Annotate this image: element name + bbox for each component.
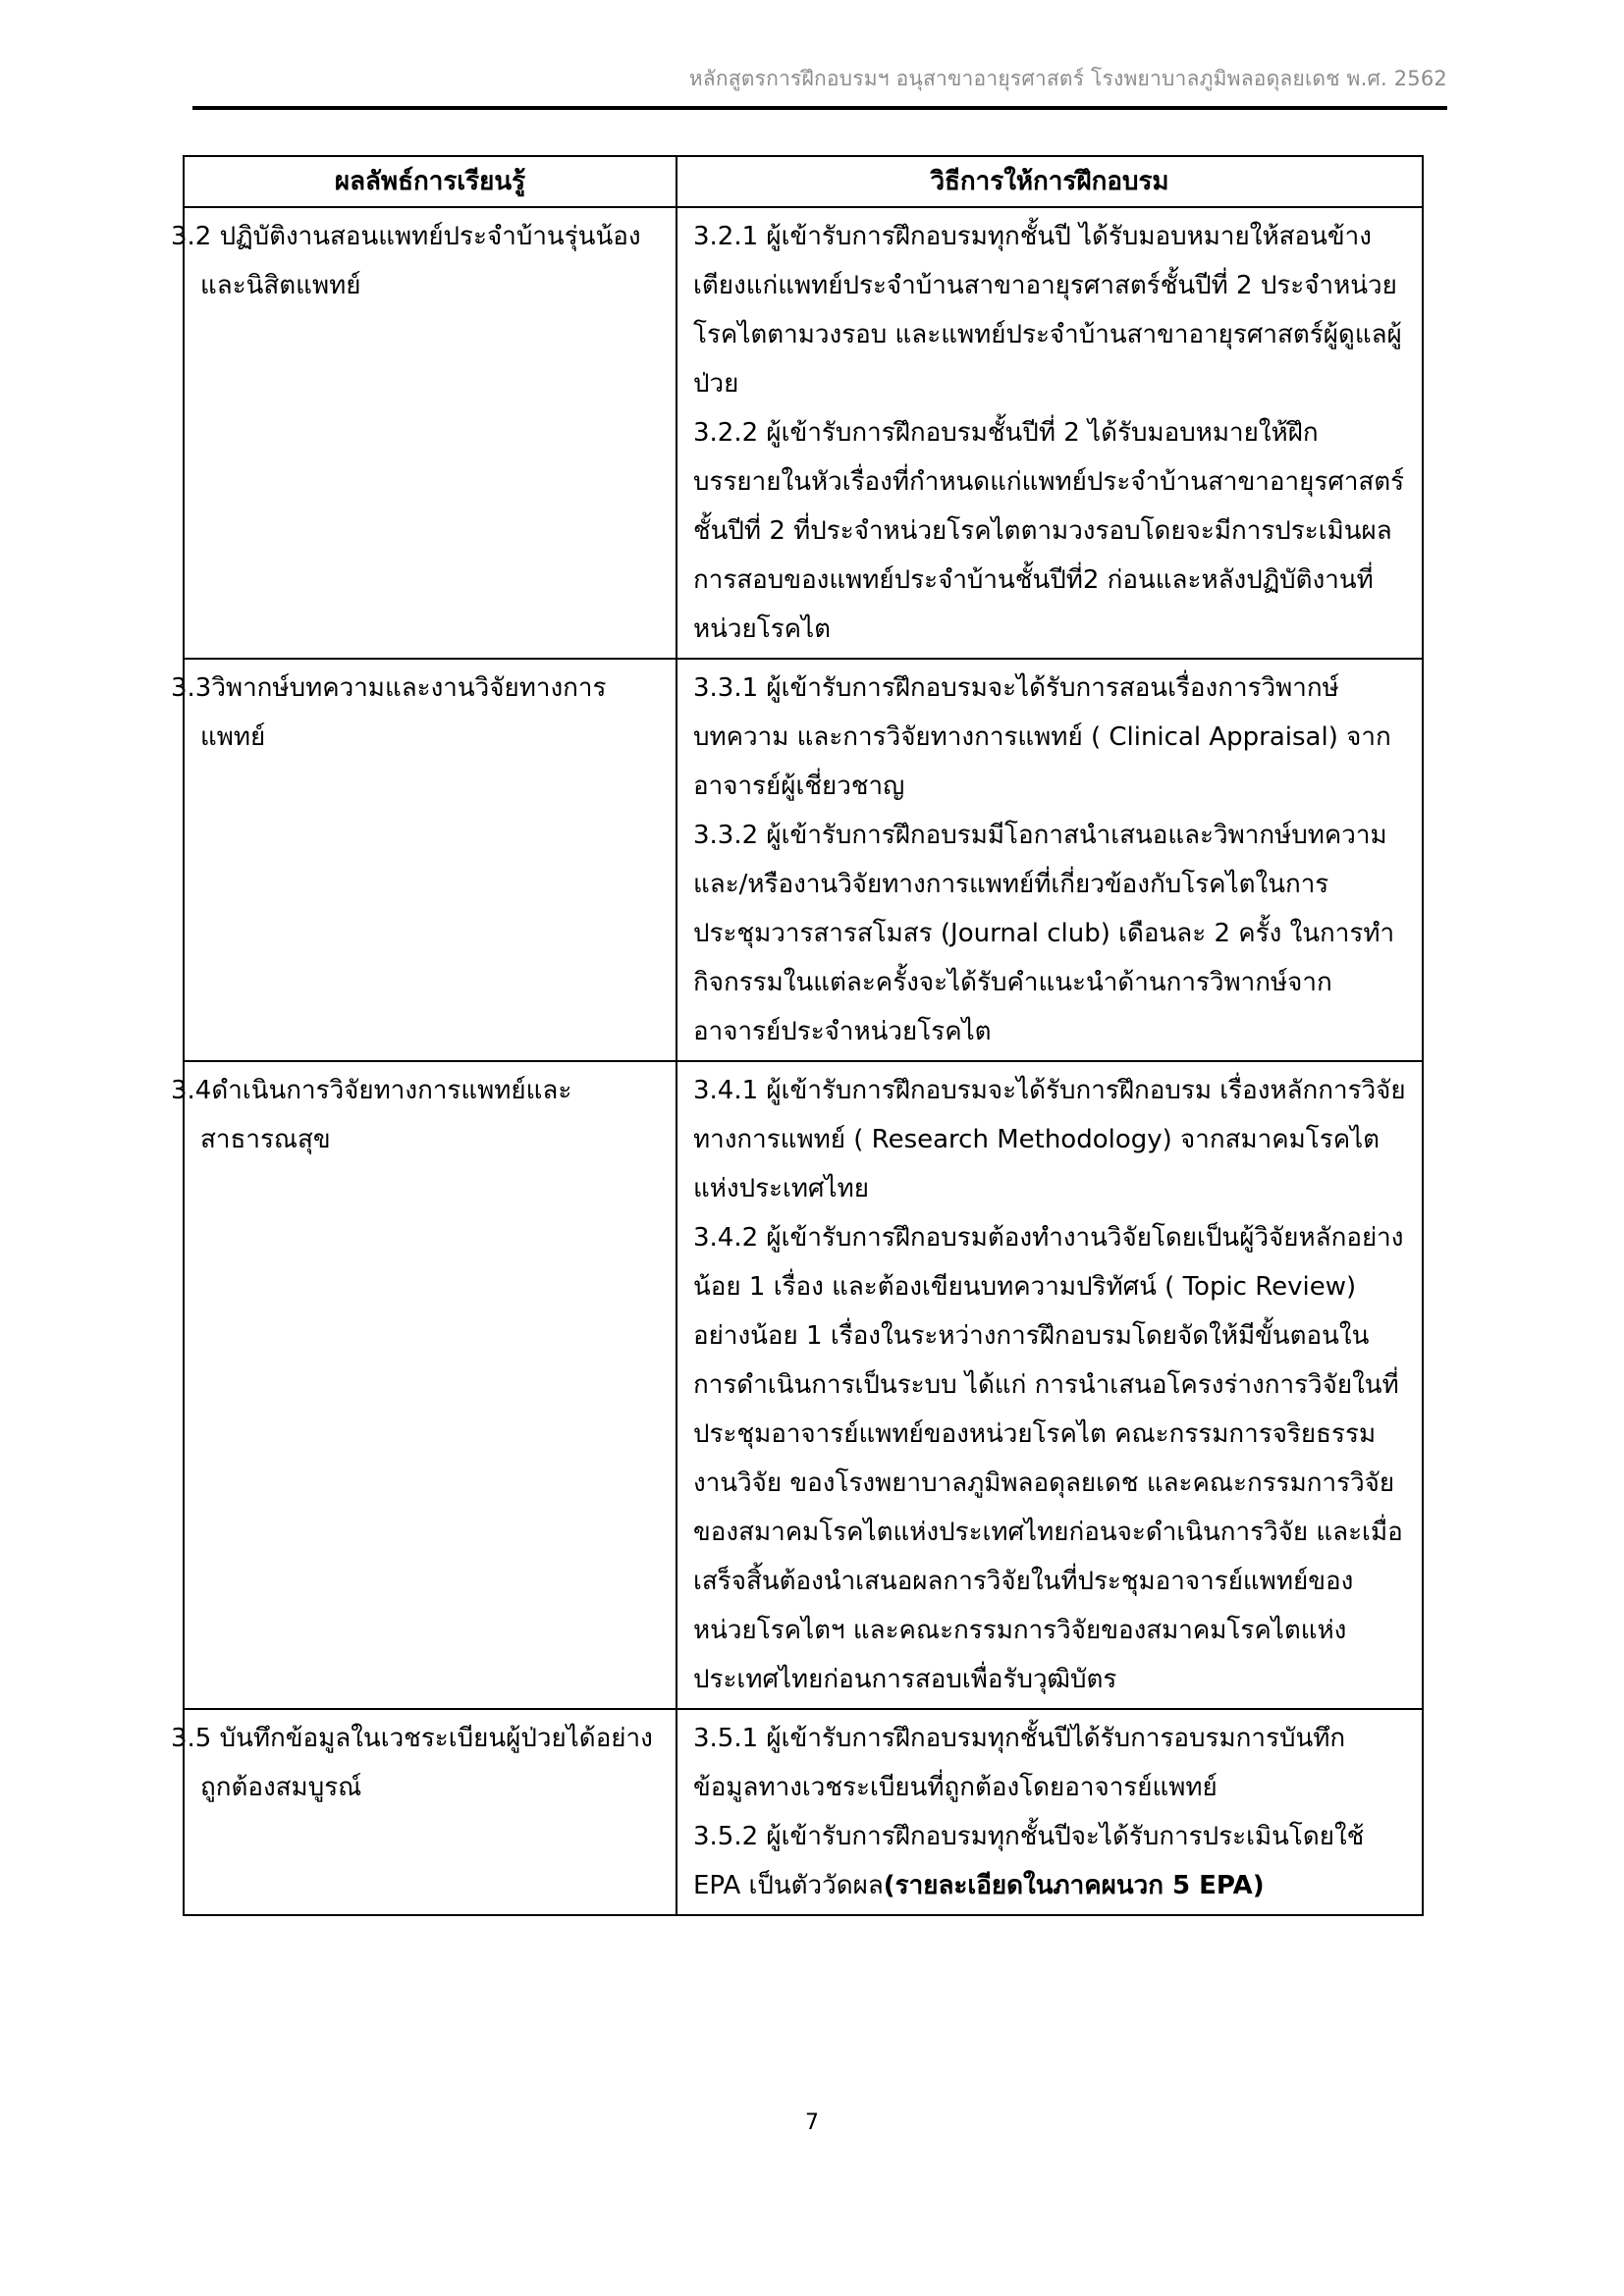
header-rule [192,106,1447,110]
table-row [184,1709,1423,1915]
outcome-cell: 3.2 ปฏิบัติงานสอนแพทย์ประจำบ้านรุ่นน้องและนิสิตแพทย์ [184,207,677,659]
method-cell [677,207,1423,659]
method-paragraph: 3.3.2 ผู้เข้ารับการฝึกอบรมมีโอกาสนำเสนอและวิพากษ์บทความและ/หรืองานวิจัยทางการแพทย์ที่เกี่ยวข้องกับโรคไตในการประชุมวารสารสโมสร (Journal club) เดือนละ 2 ครั้ง ในการทำกิจกรรมในแต่ละครั้งจะได้รับคำแนะนำด้านการวิพากษ์จากอาจารย์ประจำหน่วยโรคไต [693,821,1395,1046]
table-row [184,1061,1423,1709]
method-cell [677,659,1423,1061]
column-header-method: วิธีการให้การฝึกอบรม [677,156,1423,207]
table-header-row [184,156,1423,207]
method-paragraph: 3.4.1 ผู้เข้ารับการฝึกอบรมจะได้รับการฝึกอบรม เรื่องหลักการวิจัยทางการแพทย์ ( Research Methodology) จากสมาคมโรคไตแห่งประเทศไทย [693,1076,1406,1203]
column-header-outcome: ผลลัพธ์การเรียนรู้ [184,156,677,207]
training-table [171,155,1424,1916]
appendix-note: (รายละเอียดในภาคผนวก 5 EPA) [883,1871,1265,1900]
method-text: 3.5.2 ผู้เข้ารับการฝึกอบรมทุกชั้นปีจะได้รับการประเมินโดยใช้ EPA เป็นตัววัดผล [693,1822,1365,1900]
method-cell [677,1709,1423,1915]
method-paragraph: 3.2.2 ผู้เข้ารับการฝึกอบรมชั้นปีที่ 2 ได้รับมอบหมายให้ฝึกบรรยายในหัวเรื่องที่กำหนดแก่แพทย์ประจำบ้านสาขาอายุรศาสตร์ชั้นปีที่ 2 ที่ประจำหน่วยโรคไตตามวงรอบโดยจะมีการประเมินผลการสอบของแพทย์ประจำบ้านชั้นปีที่2 ก่อนและหลังปฏิบัติงานที่หน่วยโรคไต [693,418,1405,644]
outcome-cell: 3.4ดำเนินการวิจัยทางการแพทย์และสาธารณสุข [184,1061,677,1709]
method-paragraph: 3.5.1 ผู้เข้ารับการฝึกอบรมทุกชั้นปีได้รับการอบรมการบันทึกข้อมูลทางเวชระเบียนที่ถูกต้องโดยอาจารย์แพทย์ [693,1724,1346,1802]
method-paragraph [693,1812,1406,1910]
outcome-cell: 3.5 บันทึกข้อมูลในเวชระเบียนผู้ป่วยได้อย่างถูกต้องสมบูรณ์ [184,1709,677,1915]
page-number: 7 [805,2110,819,2135]
table-row [184,207,1423,659]
method-paragraph: 3.4.2 ผู้เข้ารับการฝึกอบรมต้องทำงานวิจัยโดยเป็นผู้วิจัยหลักอย่างน้อย 1 เรื่อง และต้องเขียนบทความปริทัศน์ ( Topic Review) อย่างน้อย 1 เรื่องในระหว่างการฝึกอบรมโดยจัดให้มีขั้นตอนในการดำเนินการเป็นระบบ ได้แก่ การนำเสนอโครงร่างการวิจัยในที่ประชุมอาจารย์แพทย์ของหน่วยโรคไต คณะกรรมการจริยธรรมงานวิจัย ของโรงพยาบาลภูมิพลอดุลยเดช และคณะกรรมการวิจัยของสมาคมโรคไตแห่งประเทศไทยก่อนจะดำเนินการวิจัย และเมื่อเสร็จสิ้นต้องนำเสนอผลการวิจัยในที่ประชุมอาจารย์แพทย์ของหน่วยโรคไตฯ และคณะกรรมการวิจัยของสมาคมโรคไตแห่งประเทศไทยก่อนการสอบเพื่อรับวุฒิบัตร [693,1223,1404,1694]
method-paragraph: 3.3.1 ผู้เข้ารับการฝึกอบรมจะได้รับการสอนเรื่องการวิพากษ์บทความ และการวิจัยทางการแพทย์ ( Clinical Appraisal) จากอาจารย์ผู้เชี่ยวชาญ [693,673,1391,801]
table-row [184,659,1423,1061]
outcome-cell: 3.3วิพากษ์บทความและงานวิจัยทางการแพทย์ [184,659,677,1061]
method-paragraph: 3.2.1 ผู้เข้ารับการฝึกอบรมทุกชั้นปี ได้รับมอบหมายให้สอนข้างเตียงแก่แพทย์ประจำบ้านสาขาอายุรศาสตร์ชั้นปีที่ 2 ประจำหน่วยโรคไตตามวงรอบ และแพทย์ประจำบ้านสาขาอายุรศาสตร์ผู้ดูแลผู้ป่วย [693,222,1402,399]
running-header: หลักสูตรการฝึกอบรมฯ อนุสาขาอายุรศาสตร์ โรงพยาบาลภูมิพลอดุลยเดช พ.ศ. 2562 [688,67,1447,90]
method-cell [677,1061,1423,1709]
